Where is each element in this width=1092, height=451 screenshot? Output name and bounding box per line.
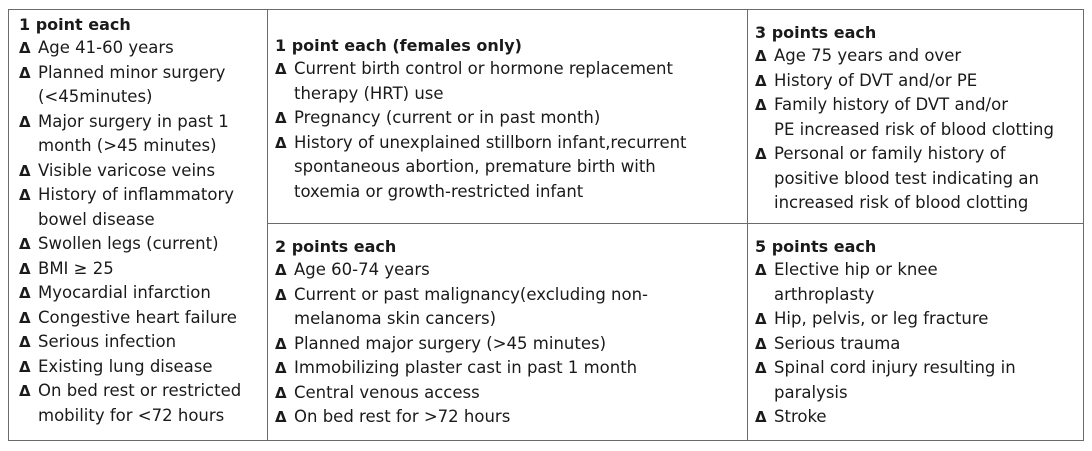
list-item-text: BMI ≥ 25 (38, 258, 114, 278)
list-item (275, 258, 745, 283)
cell-heading: 1 point each (19, 15, 131, 34)
list-item (19, 183, 265, 232)
list-item-text: Hip, pelvis, or leg fracture (774, 309, 989, 328)
list-item (275, 332, 745, 357)
delta-bullet-icon: Δ (275, 285, 287, 304)
list-item-text: Central venous access (294, 382, 480, 402)
cell-heading: 5 points each (755, 237, 877, 256)
list-item-text: Family history of DVT and/or PE increased risk of blood clotting (774, 95, 1054, 139)
delta-bullet-icon: Δ (275, 408, 287, 426)
list-item-text: Pregnancy (current or in past month) (294, 108, 601, 127)
list-item (19, 355, 265, 380)
list-item (19, 61, 265, 110)
list-item (275, 57, 745, 106)
delta-bullet-icon: Δ (755, 310, 767, 328)
list-item (755, 93, 1083, 142)
delta-bullet-icon: Δ (275, 261, 287, 279)
delta-bullet-icon: Δ (755, 145, 767, 163)
delta-bullet-icon: Δ (19, 112, 31, 131)
cell-3-points (755, 22, 1083, 216)
list-item-text: Age 41-60 years (38, 38, 174, 57)
delta-bullet-icon: Δ (19, 357, 31, 376)
list-item (755, 405, 1083, 430)
list-item (275, 405, 745, 430)
list-item (755, 307, 1083, 332)
list-item (755, 142, 1083, 216)
delta-bullet-icon: Δ (19, 284, 31, 302)
list-item (275, 381, 745, 406)
list-item-text: Current birth control or hormone replacement therapy (HRT) use (294, 59, 673, 103)
column-divider-2 (747, 10, 748, 440)
list-item-text: Personal or family history of positive blood test indicating an increased risk of blood clotting (774, 144, 1039, 212)
cell-1-point (19, 14, 265, 428)
cell-1-point-females (275, 35, 745, 204)
list-item (19, 232, 265, 257)
list-item-text: Planned minor surgery (<45minutes) (38, 62, 226, 106)
delta-bullet-icon: Δ (19, 39, 31, 57)
list-item-text: On bed rest or restricted mobility for <72 hours (38, 381, 242, 425)
list-item (755, 258, 1083, 307)
delta-bullet-icon: Δ (755, 408, 767, 426)
delta-bullet-icon: Δ (275, 60, 287, 78)
cell-5-points (755, 236, 1083, 430)
list-item (19, 257, 265, 282)
delta-bullet-icon: Δ (275, 109, 287, 127)
delta-bullet-icon: Δ (755, 334, 767, 353)
list-item (19, 379, 265, 428)
delta-bullet-icon: Δ (19, 333, 31, 351)
list-item-text: Spinal cord injury resulting in paralysis (774, 358, 1016, 402)
list-item-text: Myocardial infarction (38, 283, 211, 302)
cell-heading: 3 points each (755, 23, 877, 42)
delta-bullet-icon: Δ (755, 359, 767, 377)
cell-heading: 2 points each (275, 237, 397, 256)
list-item (19, 330, 265, 355)
delta-bullet-icon: Δ (755, 96, 767, 114)
list-item-text: Immobilizing plaster cast in past 1 month (294, 358, 638, 377)
list-item (19, 159, 265, 184)
list-item (755, 69, 1083, 94)
list-item (755, 332, 1083, 357)
list-item-text: Serious infection (38, 332, 177, 351)
delta-bullet-icon: Δ (755, 47, 767, 65)
list-item (755, 44, 1083, 69)
delta-bullet-icon: Δ (19, 161, 31, 180)
list-item-text: On bed rest for >72 hours (294, 407, 511, 426)
list-item-text: Planned major surgery (>45 minutes) (294, 333, 607, 353)
list-item-text: History of inflammatory bowel disease (38, 185, 235, 229)
list-item (275, 283, 745, 332)
list-item-text: Elective hip or knee arthroplasty (774, 260, 938, 304)
list-item (19, 306, 265, 331)
list-item-text: Congestive heart failure (38, 307, 237, 327)
list-item (275, 131, 745, 205)
list-item (19, 281, 265, 306)
delta-bullet-icon: Δ (19, 235, 31, 253)
list-item (19, 36, 265, 61)
delta-bullet-icon: Δ (755, 261, 767, 279)
delta-bullet-icon: Δ (19, 186, 31, 204)
list-item-text: Serious trauma (774, 333, 901, 353)
list-item-text: History of DVT and/or PE (774, 70, 978, 90)
list-item (19, 110, 265, 159)
delta-bullet-icon: Δ (19, 308, 31, 327)
column-divider-1 (267, 10, 268, 440)
delta-bullet-icon: Δ (19, 63, 31, 82)
risk-table (8, 9, 1084, 441)
delta-bullet-icon: Δ (275, 359, 287, 377)
delta-bullet-icon: Δ (275, 133, 287, 152)
delta-bullet-icon: Δ (755, 71, 767, 90)
delta-bullet-icon: Δ (19, 259, 31, 278)
list-item-text: Major surgery in past 1 month (>45 minutes) (38, 111, 229, 155)
list-item-text: Visible varicose veins (38, 160, 216, 180)
cell-2-points (275, 236, 745, 430)
delta-bullet-icon: Δ (275, 383, 287, 402)
list-item-text: Stroke (774, 407, 827, 426)
list-item-text: Swollen legs (current) (38, 234, 219, 253)
list-item-text: Age 60-74 years (294, 260, 430, 279)
list-item (275, 356, 745, 381)
list-item-text: Existing lung disease (38, 356, 213, 376)
list-item (755, 356, 1083, 405)
row-divider (267, 223, 1083, 224)
delta-bullet-icon: Δ (275, 334, 287, 353)
list-item-text: Current or past malignancy(excluding non- melanoma skin cancers) (294, 284, 649, 328)
delta-bullet-icon: Δ (19, 382, 31, 400)
list-item-text: Age 75 years and over (774, 46, 962, 65)
list-item-text: History of unexplained stillborn infant,recurrent spontaneous abortion, premature birth with toxemia or growth-restricted infant (294, 132, 687, 201)
cell-heading: 1 point each (females only) (275, 36, 522, 55)
list-item (275, 106, 745, 131)
